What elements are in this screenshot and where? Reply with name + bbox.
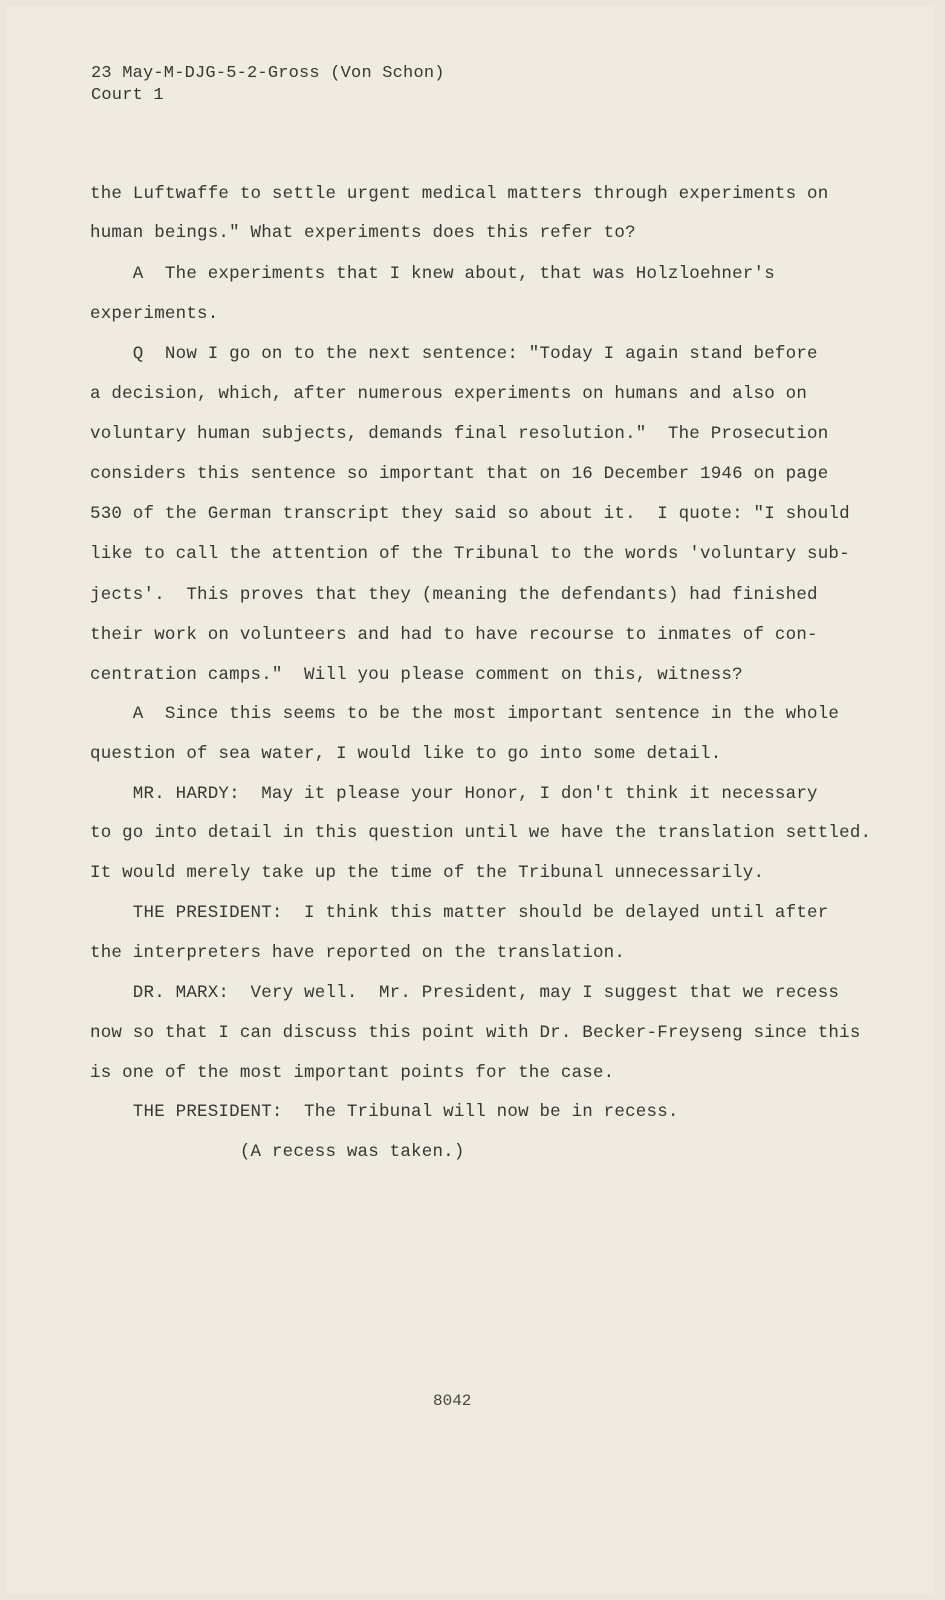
transcript-line: human beings." What experiments does this refer to?: [90, 223, 636, 243]
paper-sheet: [6, 6, 933, 1594]
transcript-line: like to call the attention of the Tribunal to the words 'voluntary sub-: [90, 544, 850, 564]
transcript-line: is one of the most important points for the case.: [90, 1063, 615, 1083]
transcript-line: a decision, which, after numerous experiments on humans and also on: [90, 384, 808, 404]
transcript-line: It would merely take up the time of the Tribunal unnecessarily.: [90, 863, 765, 883]
transcript-line: A The experiments that I knew about, that was Holzloehner's: [90, 264, 775, 284]
transcript-line: now so that I can discuss this point with Dr. Becker-Freyseng since this: [90, 1023, 861, 1043]
transcript-line: DR. MARX: Very well. Mr. President, may I suggest that we recess: [90, 983, 840, 1003]
transcript-line: (A recess was taken.): [90, 1142, 465, 1162]
transcript-line: to go into detail in this question until we have the translation settled.: [90, 823, 872, 843]
transcript-line: experiments.: [90, 304, 219, 324]
transcript-line: jects'. This proves that they (meaning the defendants) had finished: [90, 585, 818, 605]
transcript-line: Q Now I go on to the next sentence: "Today I again stand before: [90, 344, 818, 364]
transcript-line: centration camps." Will you please comment on this, witness?: [90, 665, 743, 685]
transcript-line: 530 of the German transcript they said so about it. I quote: "I should: [90, 504, 850, 524]
header-court: Court 1: [91, 86, 164, 105]
transcript-line: considers this sentence so important that on 16 December 1946 on page: [90, 464, 829, 484]
header-case-reference: 23 May-M-DJG-5-2-Gross (Von Schon): [91, 64, 445, 83]
page-number: 8042: [433, 1392, 472, 1410]
transcript-line: the Luftwaffe to settle urgent medical matters through experiments on: [90, 184, 829, 204]
transcript-line: THE PRESIDENT: The Tribunal will now be in recess.: [90, 1102, 679, 1122]
transcript-line: voluntary human subjects, demands final resolution." The Prosecution: [90, 424, 829, 444]
transcript-line: A Since this seems to be the most important sentence in the whole: [90, 704, 840, 724]
transcript-line: the interpreters have reported on the translation.: [90, 943, 626, 963]
transcript-line: question of sea water, I would like to go into some detail.: [90, 744, 722, 764]
transcript-line: their work on volunteers and had to have recourse to inmates of con-: [90, 625, 818, 645]
transcript-line: MR. HARDY: May it please your Honor, I don't think it necessary: [90, 784, 818, 804]
transcript-line: THE PRESIDENT: I think this matter should be delayed until after: [90, 903, 829, 923]
